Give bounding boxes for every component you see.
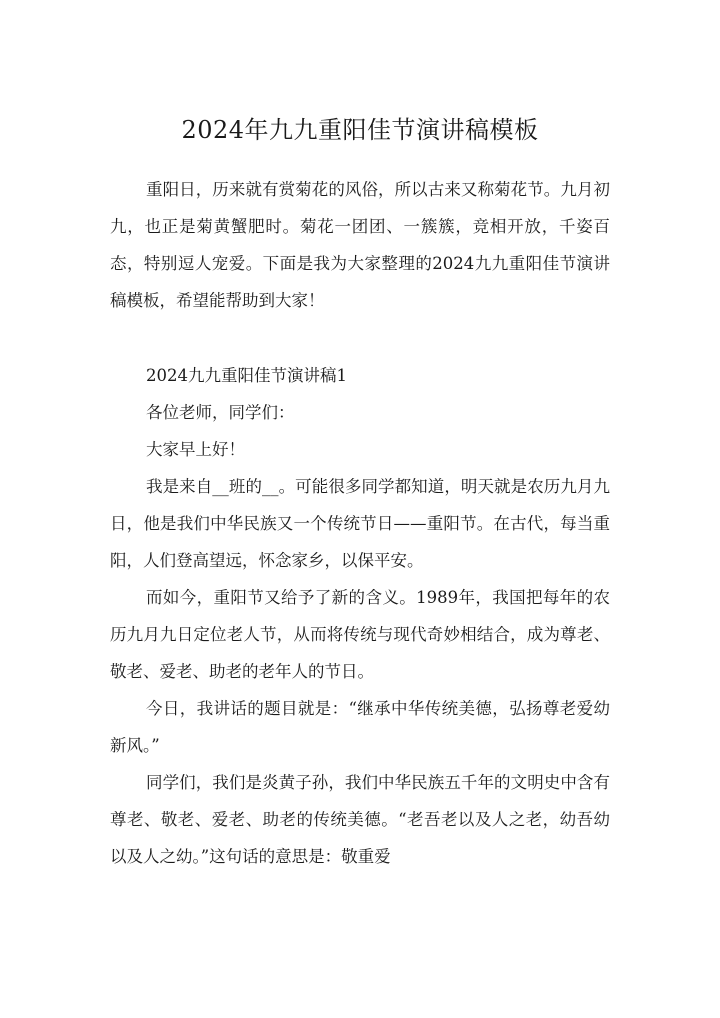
- body-paragraph: 今日，我讲话的题目就是：“继承中华传统美德，弘扬尊老爱幼新风。”: [110, 699, 610, 755]
- intro-paragraph: 重阳日，历来就有赏菊花的风俗，所以古来又称菊花节。九月初九，也正是菊黄蟹肥时。菊花一团团、一簇簇，竞相开放，千姿百态，特别逗人宠爱。下面是我为大家整理的2024九九重阳佳节演讲稿模板，希望能帮助到大家！: [110, 180, 610, 310]
- body-paragraph: 而如今，重阳节又给予了新的含义。1989年，我国把每年的农历九月九日定位老人节，从而将传统与现代奇妙相结合，成为尊老、敬老、爱老、助老的老年人的节日。: [110, 588, 610, 681]
- body-paragraph: 同学们，我们是炎黄子孙，我们中华民族五千年的文明史中含有尊老、敬老、爱老、助老的传统美德。“老吾老以及人之老，幼吾幼以及人之幼。”这句话的意思是：敬重爱: [110, 773, 610, 866]
- paragraph-spacer: [110, 319, 610, 357]
- section-heading: 2024九九重阳佳节演讲稿1: [146, 366, 347, 385]
- body-paragraph: 我是来自__班的__。可能很多同学都知道，明天就是农历九月九日，他是我们中华民族又一个传统节日——重阳节。在古代，每当重阳，人们登高望远，怀念家乡，以保平安。: [110, 477, 610, 570]
- morning-greeting: 大家早上好！: [146, 440, 245, 459]
- document-title: 2024年九九重阳佳节演讲稿模板: [181, 116, 539, 144]
- greeting-line: 各位老师，同学们：: [146, 403, 295, 422]
- document-body: [110, 171, 610, 875]
